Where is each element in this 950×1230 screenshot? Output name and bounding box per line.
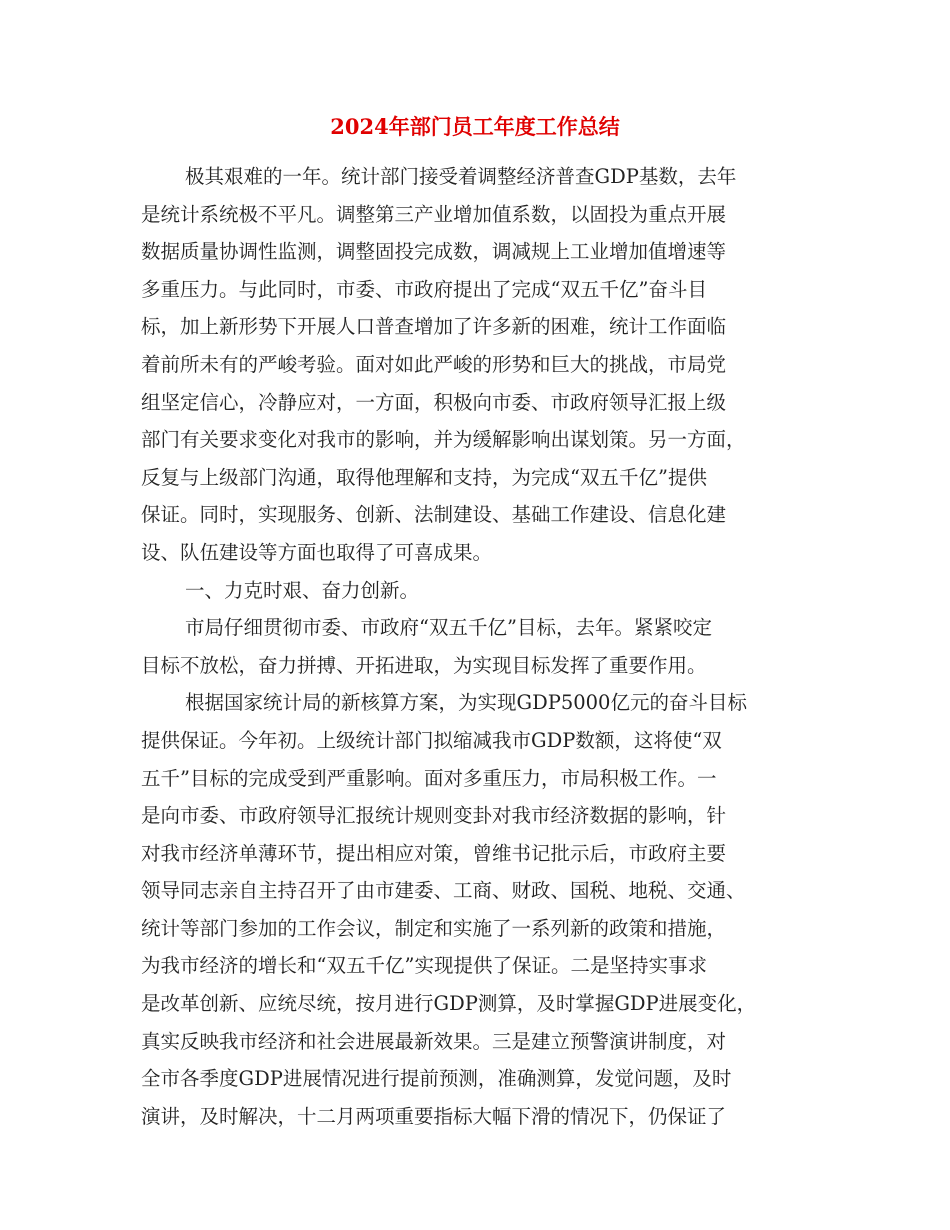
text-line: 组坚定信心，冷静应对，一方面，积极向市委、市政府领导汇报上级 [141, 390, 727, 414]
text-line: 为我市经济的增长和“双五千亿”实现提供了保证。二是坚持实事求 [141, 954, 707, 978]
text-line: 提供保证。今年初。上级统计部门拟缩减我市GDP数额，这将使“双 [141, 728, 722, 752]
document-body [141, 158, 801, 1135]
text-line: 是向市委、市政府领导汇报统计规则变卦对我市经济数据的影响，针 [141, 804, 727, 828]
text-line: 对我市经济单薄环节，提出相应对策，曾维书记批示后，市政府主要 [141, 841, 727, 865]
text-line: 领导同志亲自主持召开了由市建委、工商、财政、国税、地税、交通、 [141, 879, 746, 903]
text-line: 部门有关要求变化对我市的影响，并为缓解影响出谋划策。另一方面， [141, 428, 746, 452]
text-line: 是改革创新、应统尽统，按月进行GDP测算，及时掌握GDP进展变化， [141, 992, 757, 1016]
text-line: 全市各季度GDP进展情况进行提前预测，准确测算，发觉问题，及时 [141, 1067, 732, 1091]
text-line: 市局仔细贯彻市委、市政府“双五千亿”目标，去年。紧紧咬定 [185, 616, 712, 640]
document-title: 2024年部门员工年度工作总结 [330, 114, 620, 139]
text-line: 着前所未有的严峻考验。面对如此严峻的形势和巨大的挑战，市局党 [141, 352, 727, 376]
text-line: 标，加上新形势下开展人口普查增加了许多新的困难，统计工作面临 [141, 315, 727, 339]
text-line: 根据国家统计局的新核算方案，为实现GDP5000亿元的奋斗目标 [185, 691, 747, 715]
text-line: 演讲，及时解决，十二月两项重要指标大幅下滑的情况下，仍保证了 [141, 1104, 727, 1128]
text-line: 是统计系统极不平凡。调整第三产业增加值系数，以固投为重点开展 [141, 202, 727, 226]
text-line: 统计等部门参加的工作会议，制定和实施了一系列新的政策和措施， [141, 916, 727, 940]
text-line: 反复与上级部门沟通，取得他理解和支持，为完成“双五千亿”提供 [141, 465, 707, 489]
text-line: 目标不放松，奋力拼搏、开拓进取，为实现目标发挥了重要作用。 [141, 653, 707, 677]
text-line: 多重压力。与此同时，市委、市政府提出了完成“双五千亿”奋斗目 [141, 277, 707, 301]
text-line: 真实反映我市经济和社会进展最新效果。三是建立预警演讲制度，对 [141, 1029, 727, 1053]
text-line: 极其艰难的一年。统计部门接受着调整经济普查GDP基数，去年 [185, 165, 737, 188]
text-line: 保证。同时，实现服务、创新、法制建设、基础工作建设、信息化建 [141, 503, 727, 527]
text-line: 数据质量协调性监测，调整固投完成数，调减规上工业增加值增速等 [141, 240, 727, 264]
text-line: 一、力克时艰、奋力创新。 [185, 578, 420, 602]
text-line: 五千”目标的完成受到严重影响。面对多重压力，市局积极工作。一 [141, 766, 717, 790]
text-line: 设、队伍建设等方面也取得了可喜成果。 [141, 540, 493, 564]
